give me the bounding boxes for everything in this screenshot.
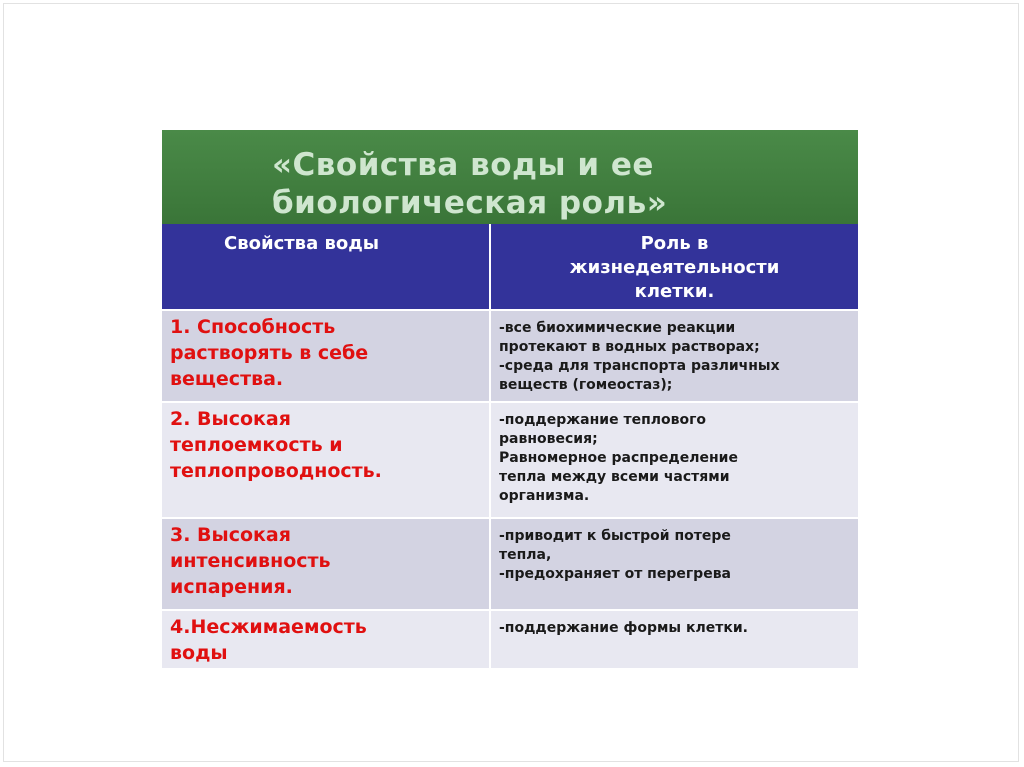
role-line: равновесия; bbox=[499, 431, 598, 447]
property-line: 1. Способность bbox=[170, 316, 336, 338]
header-role-line: жизнедеятельности bbox=[569, 257, 780, 278]
role-cell bbox=[490, 310, 858, 402]
slide-title bbox=[272, 146, 832, 222]
property-line: 2. Высокая bbox=[170, 408, 291, 430]
header-role bbox=[490, 224, 858, 310]
role-line: -поддержание теплового bbox=[499, 412, 707, 428]
table-row bbox=[162, 402, 858, 518]
role-line: тепла, bbox=[499, 547, 552, 563]
property-line: интенсивность bbox=[170, 550, 331, 572]
property-cell bbox=[162, 402, 490, 518]
table-row bbox=[162, 310, 858, 402]
role-line: -все биохимические реакции bbox=[499, 320, 736, 336]
header-properties: Свойства воды bbox=[162, 224, 490, 310]
role-cell bbox=[490, 402, 858, 518]
property-line: испарения. bbox=[170, 576, 293, 598]
header-role-line: клетки. bbox=[634, 281, 715, 302]
role-line: -приводит к быстрой потере bbox=[499, 528, 731, 544]
property-cell bbox=[162, 310, 490, 402]
role-line: -среда для транспорта различных bbox=[499, 358, 780, 374]
role-line: протекают в водных растворах; bbox=[499, 339, 760, 355]
table-row bbox=[162, 610, 858, 668]
property-line: воды bbox=[170, 642, 228, 664]
table-row bbox=[162, 518, 858, 610]
role-line: тепла между всеми частями bbox=[499, 469, 730, 485]
title-line-2: биологическая роль» bbox=[272, 185, 668, 221]
title-line-1: «Свойства воды и ее bbox=[272, 147, 654, 183]
slide-frame bbox=[3, 3, 1019, 762]
property-line: вещества. bbox=[170, 368, 284, 390]
role-line: -поддержание формы клетки. bbox=[499, 620, 748, 636]
property-line: 4.Несжимаемость bbox=[170, 616, 367, 638]
property-cell bbox=[162, 518, 490, 610]
table-header-row bbox=[162, 224, 858, 310]
role-cell bbox=[490, 518, 858, 610]
header-role-line: Роль в bbox=[640, 233, 709, 254]
property-cell bbox=[162, 610, 490, 668]
title-bar bbox=[162, 130, 858, 224]
role-line: веществ (гомеостаз); bbox=[499, 377, 673, 393]
property-line: растворять в себе bbox=[170, 342, 369, 364]
slide-content bbox=[162, 130, 858, 668]
role-line: организма. bbox=[499, 488, 590, 504]
role-line: Равномерное распределение bbox=[499, 450, 738, 466]
role-line: -предохраняет от перегрева bbox=[499, 566, 731, 582]
property-line: 3. Высокая bbox=[170, 524, 291, 546]
role-cell bbox=[490, 610, 858, 668]
property-line: теплопроводность. bbox=[170, 460, 382, 482]
properties-table bbox=[162, 224, 858, 668]
property-line: теплоемкость и bbox=[170, 434, 343, 456]
